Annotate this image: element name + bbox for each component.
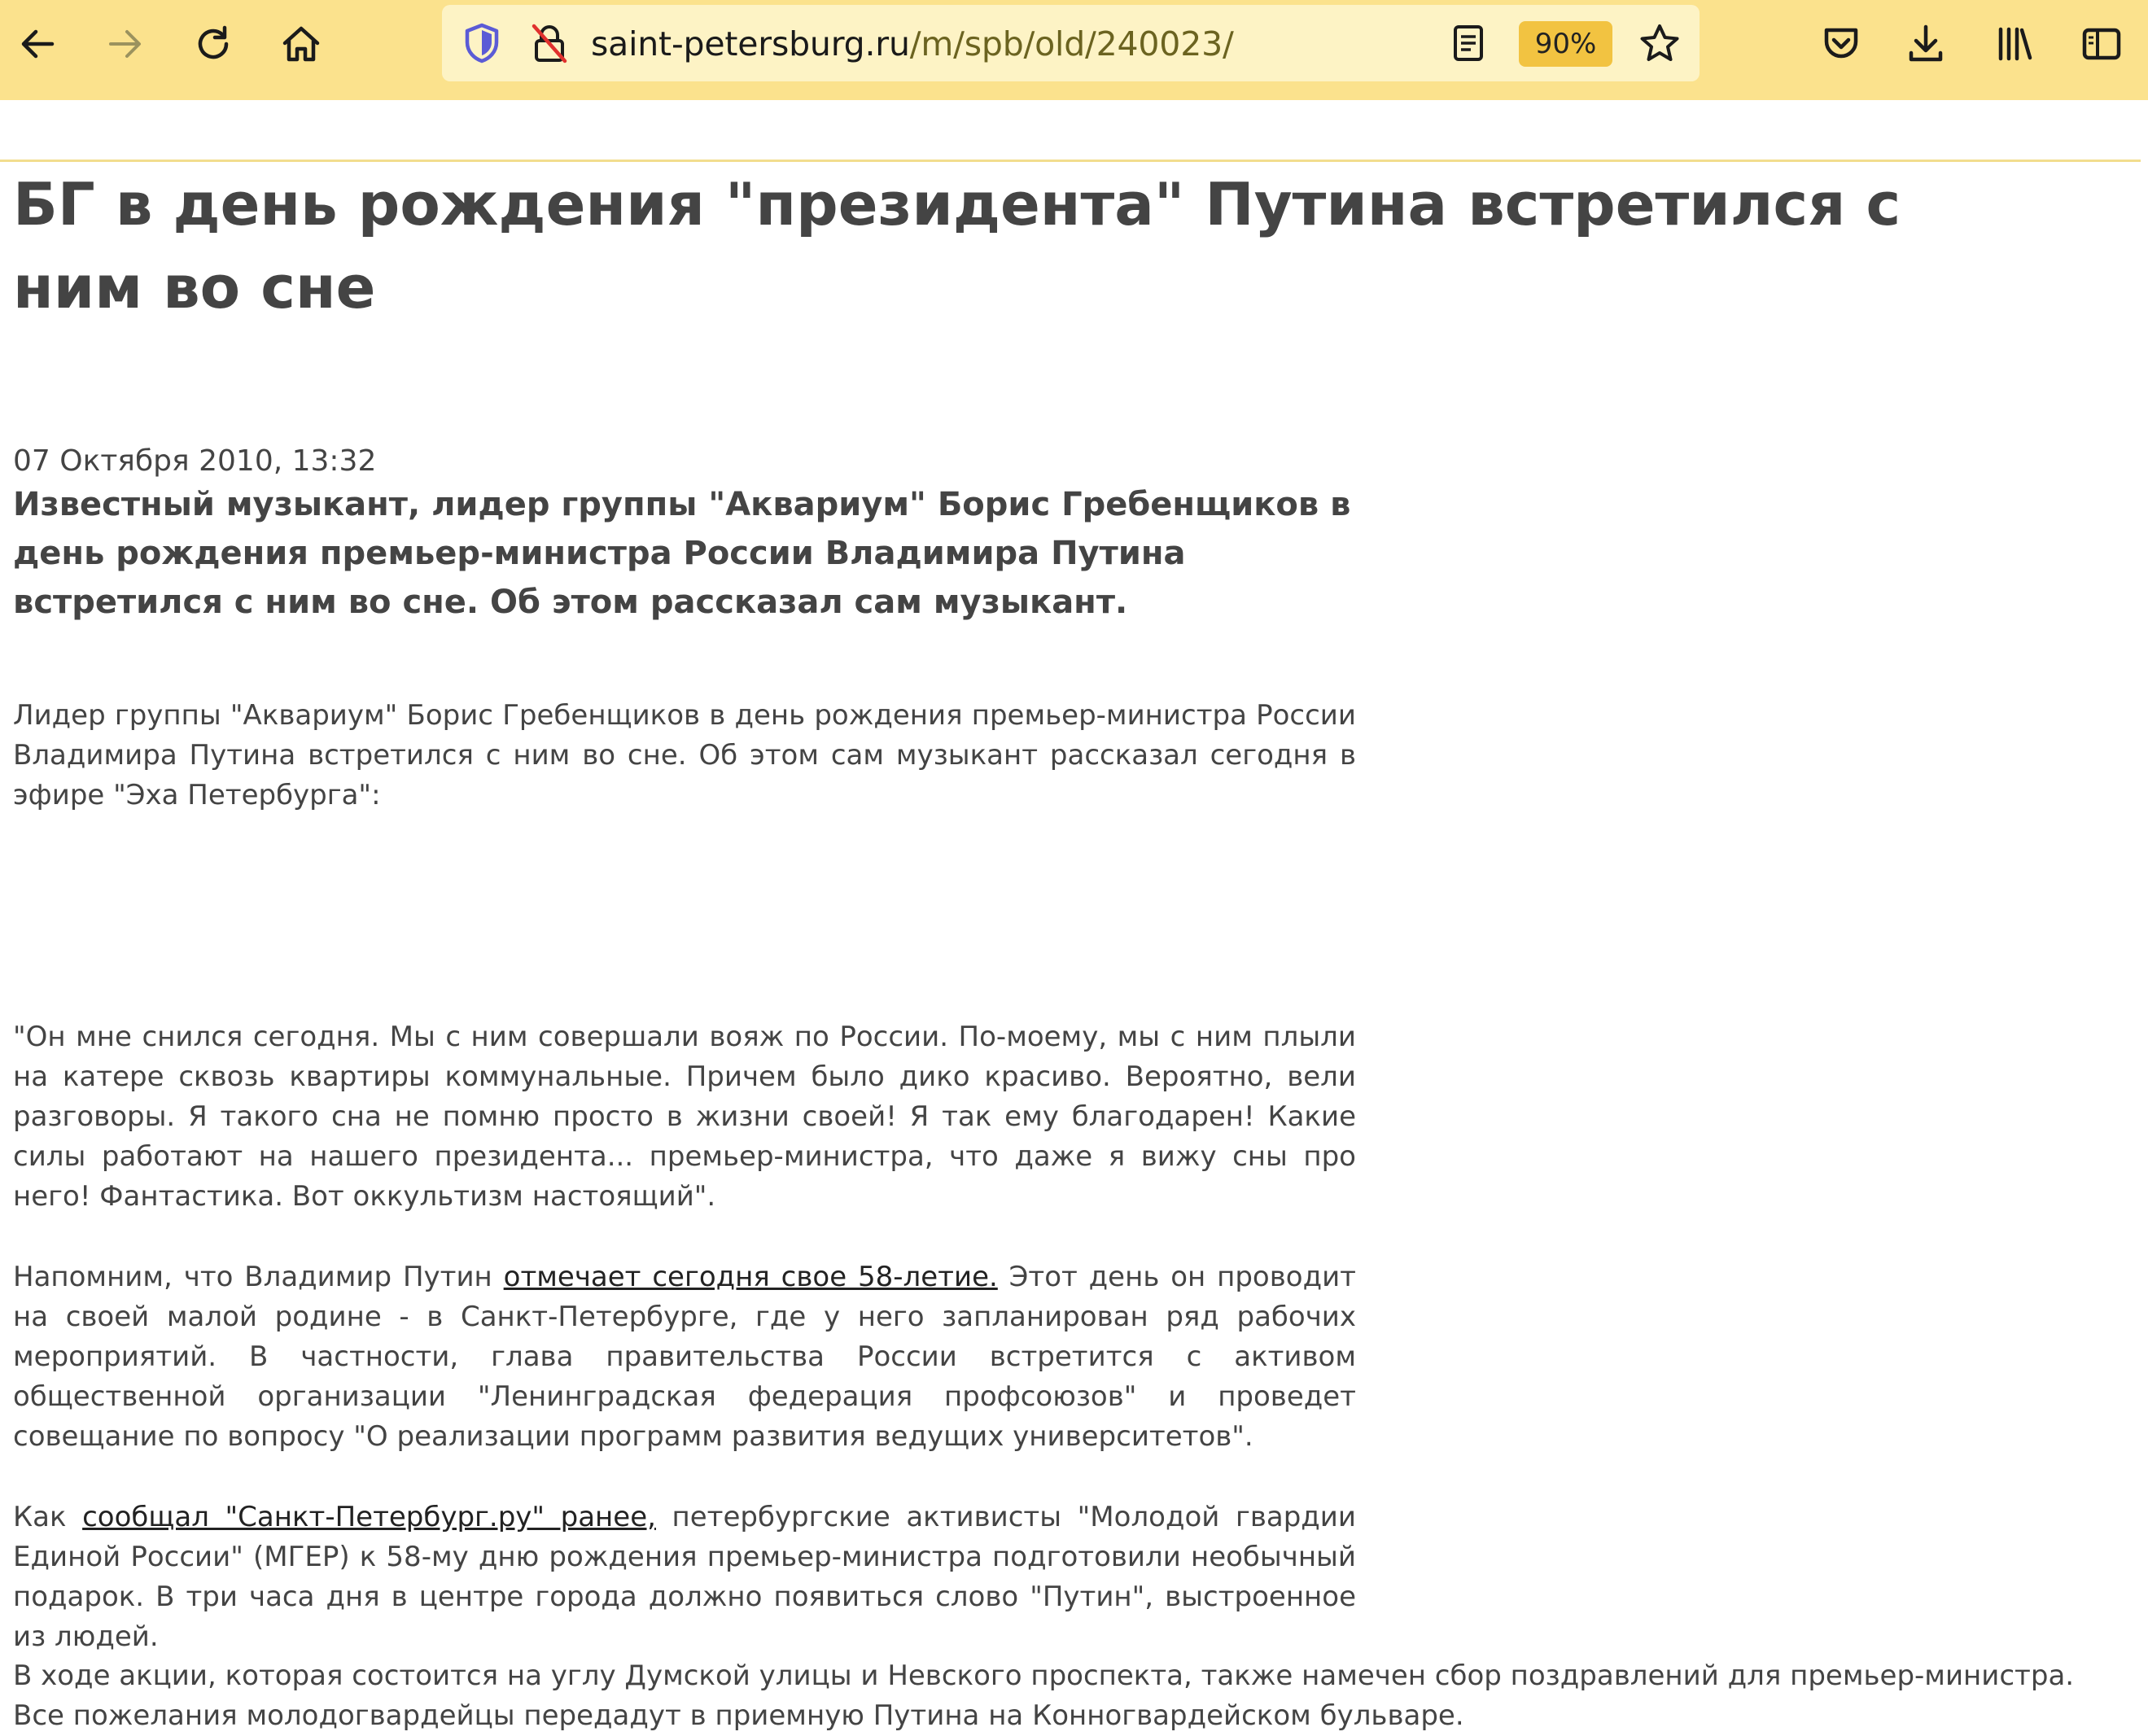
article-paragraph-1: Лидер группы "Аквариум" Борис Гребенщиков в день рождения премьер-министра России Владимира Путина встретился с ним во сне. Об этом сам музыкант рассказал сегодня в эфире "Эха Петербурга": <box>13 699 1356 811</box>
paragraph-4-text-end: петербургские активисты "Молодой гвардии Единой России" (МГЕР) к 58-му дню рождения премьер-министра подготовили необычный подарок. В три часа дня в центре города должно появиться слово "Путин", выстроенное из людей. <box>13 1501 1356 1653</box>
browser-toolbar <box>0 0 2148 100</box>
zoom-level-button[interactable]: 90% <box>1519 21 1612 67</box>
sidebar-icon <box>2081 27 2122 61</box>
downloads-button[interactable] <box>1900 18 1952 70</box>
library-button[interactable] <box>1988 18 2041 70</box>
article-paragraph-4 <box>13 1498 1356 1657</box>
article-date: 07 Октября 2010, 13:32 <box>13 444 377 478</box>
article-paragraph-3 <box>13 1257 1356 1457</box>
address-bar[interactable] <box>442 5 1700 81</box>
url-path: /m/spb/old/240023/ <box>909 24 1234 63</box>
download-icon <box>1906 24 1945 64</box>
article-paragraph-2: "Он мне снился сегодня. Мы с ним совершали вояж по России. По-моему, мы с ним плыли на катере сквозь квартиры коммунальные. Причем было дико красиво. Вероятно, вели разговоры. Я такого сна не помню просто в жизни своей! Я так ему благодарен! Какие силы работают на нашего президента... премьер-министра, что даже я вижу сны про него! Фантастика. Вот оккультизм настоящий". <box>13 1021 1356 1213</box>
back-button[interactable] <box>11 18 63 70</box>
birthday-link[interactable]: отмечает сегодня свое 58-летие. <box>503 1261 998 1293</box>
reload-button[interactable] <box>187 18 239 70</box>
tracking-protection-button[interactable] <box>458 20 505 67</box>
pocket-icon <box>1822 25 1861 63</box>
arrow-left-icon <box>18 24 57 63</box>
article-paragraph-5: В ходе акции, которая состоится на углу Думской улицы и Невского проспекта, также намечен сбор поздравлений для премьер-министра. Все пожелания молодогвардейцы передадут в приемную Путина на Конногвардейском бульваре. <box>13 1659 2075 1732</box>
paragraph-3-text-end: Этот день он проводит на своей малой родине - в Санкт-Петербурге, где у него запланирован ряд рабочих мероприятий. В частности, глава правительства России встретится с активом общественной организации "Ленинградская федерация профсоюзов" и проведет совещание по вопросу "О реализации программ развития ведущих университетов". <box>13 1261 1356 1453</box>
page-header-strip <box>0 100 2141 162</box>
reader-view-button[interactable] <box>1445 20 1492 67</box>
bookmark-button[interactable] <box>1636 20 1683 67</box>
library-icon <box>1995 24 2034 63</box>
reader-view-icon <box>1452 24 1485 63</box>
sidebar-button[interactable] <box>2076 18 2128 70</box>
earlier-report-link[interactable]: сообщал "Санкт-Петербург.ру" ранее, <box>82 1501 656 1533</box>
arrow-right-icon <box>106 24 145 63</box>
shield-icon <box>464 23 500 63</box>
page-title: БГ в день рождения "президента" Путина встретился с ним во сне <box>13 170 1901 321</box>
url-text[interactable] <box>591 24 1234 63</box>
reload-icon <box>194 24 233 63</box>
url-host: saint-petersburg.ru <box>591 24 910 63</box>
article-lead: Известный музыкант, лидер группы "Аквариум" Борис Гребенщиков в день рождения премьер-министра России Владимира Путина встретился с ним во сне. Об этом рассказал сам музыкант. <box>13 486 1351 621</box>
pocket-button[interactable] <box>1815 18 1867 70</box>
insecure-lock-icon <box>531 23 568 63</box>
site-security-button[interactable] <box>526 20 573 67</box>
star-icon <box>1638 23 1681 63</box>
paragraph-3-text-start: Напомним, что Владимир Путин <box>13 1261 504 1293</box>
page-right-edge <box>2141 100 2148 1653</box>
forward-button[interactable] <box>99 18 151 70</box>
home-icon <box>281 24 322 64</box>
paragraph-4-text-start: Как <box>13 1501 83 1533</box>
home-button[interactable] <box>275 18 327 70</box>
